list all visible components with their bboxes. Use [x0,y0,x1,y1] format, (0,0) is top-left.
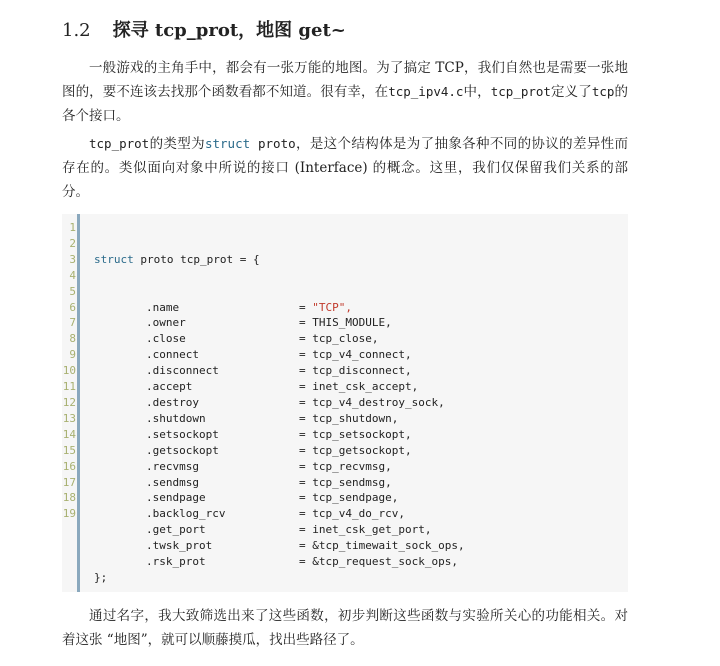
line-number: 14 [62,427,76,441]
line-number: 2 [69,236,76,250]
code-line [94,315,628,331]
field-value: = tcp_v4_connect, [299,348,412,362]
field-value: = tcp_getsockopt, [299,443,412,457]
field-name: .owner [146,316,186,330]
field-value: = inet_csk_get_port, [299,523,432,537]
line-number: 17 [62,475,76,489]
field-value: = THIS_MODULE, [299,316,392,330]
line-number: 15 [62,443,76,457]
field-value: = inet_csk_accept, [299,380,419,394]
line-number: 9 [69,348,76,362]
code-line [94,522,628,538]
line-number: 12 [62,395,76,409]
field-name: .sendmsg [146,475,199,489]
field-name: .close [146,332,186,346]
line-number: 10 [62,364,76,378]
field-name: .get_port [146,523,206,537]
field-value: = tcp_setsockopt, [299,427,412,441]
line-number: 7 [69,316,76,330]
field-name: .connect [146,348,199,362]
line-numbers [62,220,76,586]
field-name: .twsk_prot [146,539,213,553]
field-name: .sendpage [146,491,206,505]
line-number: 16 [62,459,76,473]
line-number: 4 [69,268,76,282]
line-number: 11 [62,380,76,394]
line-number: 1 [69,221,76,234]
field-value: = tcp_sendmsg, [299,475,392,489]
field-value: = "TCP", [299,300,352,314]
line-number: 13 [62,411,76,425]
code-line [94,427,628,443]
paragraph-conclusion: 通过名字，我大致筛选出来了这些函数，初步判断这些函数与实验所关心的功能相关。对着这张 “地图”，就可以顺藤摸瓜，找出些路径了。 [62,607,628,648]
code-line: }; [94,570,108,584]
code-line [94,395,628,411]
field-name: .rsk_prot [146,555,206,569]
section-heading [62,18,628,44]
line-number: 18 [62,491,76,505]
field-name: .shutdown [146,411,206,425]
code-line [94,347,628,363]
code-line [94,459,628,475]
line-number: 6 [69,300,76,314]
code-line [94,363,628,379]
code-line [94,331,628,347]
field-value: = tcp_close, [299,332,379,346]
paragraph-struct: tcp_prot的类型为struct proto，是这个结构体是为了抽象各种不同的协议的差异性而存在的。类似面向对象中所说的接口 (Interface) 的概念。这里，我们仅保留我们关系的部分。 [62,136,629,200]
code-line: struct proto tcp_prot = { [94,252,260,266]
field-value: = &tcp_request_sock_ops, [299,555,458,569]
field-name: .name [146,300,180,314]
code-lines [94,220,628,586]
field-name: .backlog_rcv [146,507,226,521]
field-value: = &tcp_timewait_sock_ops, [299,539,465,553]
field-name: .destroy [146,395,199,409]
section-title: 探寻 tcp_prot，地图 get~ [112,20,346,41]
field-name: .setsockopt [146,427,219,441]
field-name: .getsockopt [146,443,219,457]
field-value: = tcp_disconnect, [299,364,412,378]
code-line [94,379,628,395]
code-line [94,411,628,427]
paragraph-intro: 一般游戏的主角手中，都会有一张万能的地图。为了搞定 TCP，我们自然也是需要一张地图的，要不连该去找那个函数看都不知道。很有幸，在tcp_ipv4.c中，tcp_prot定义了tcp的各个接口。 [62,60,629,124]
code-line [94,300,628,316]
code-line [94,490,628,506]
code-line [94,506,628,522]
code-listing [62,214,628,592]
section-number: 1.2 [62,20,91,41]
field-name: .accept [146,380,193,394]
code-line [94,475,628,491]
line-number: 5 [69,284,76,298]
code-line [94,443,628,459]
field-name: .disconnect [146,364,219,378]
code-line [94,538,628,554]
document-page [62,0,628,666]
field-value: = tcp_shutdown, [299,411,399,425]
code-line [94,554,628,570]
field-value: = tcp_recvmsg, [299,459,392,473]
field-name: .recvmsg [146,459,199,473]
code-left-border [77,214,80,592]
line-number: 8 [69,332,76,346]
line-number: 3 [69,252,76,266]
line-number: 19 [62,507,76,521]
field-value: = tcp_v4_do_rcv, [299,507,405,521]
field-value: = tcp_v4_destroy_sock, [299,395,445,409]
field-value: = tcp_sendpage, [299,491,399,505]
